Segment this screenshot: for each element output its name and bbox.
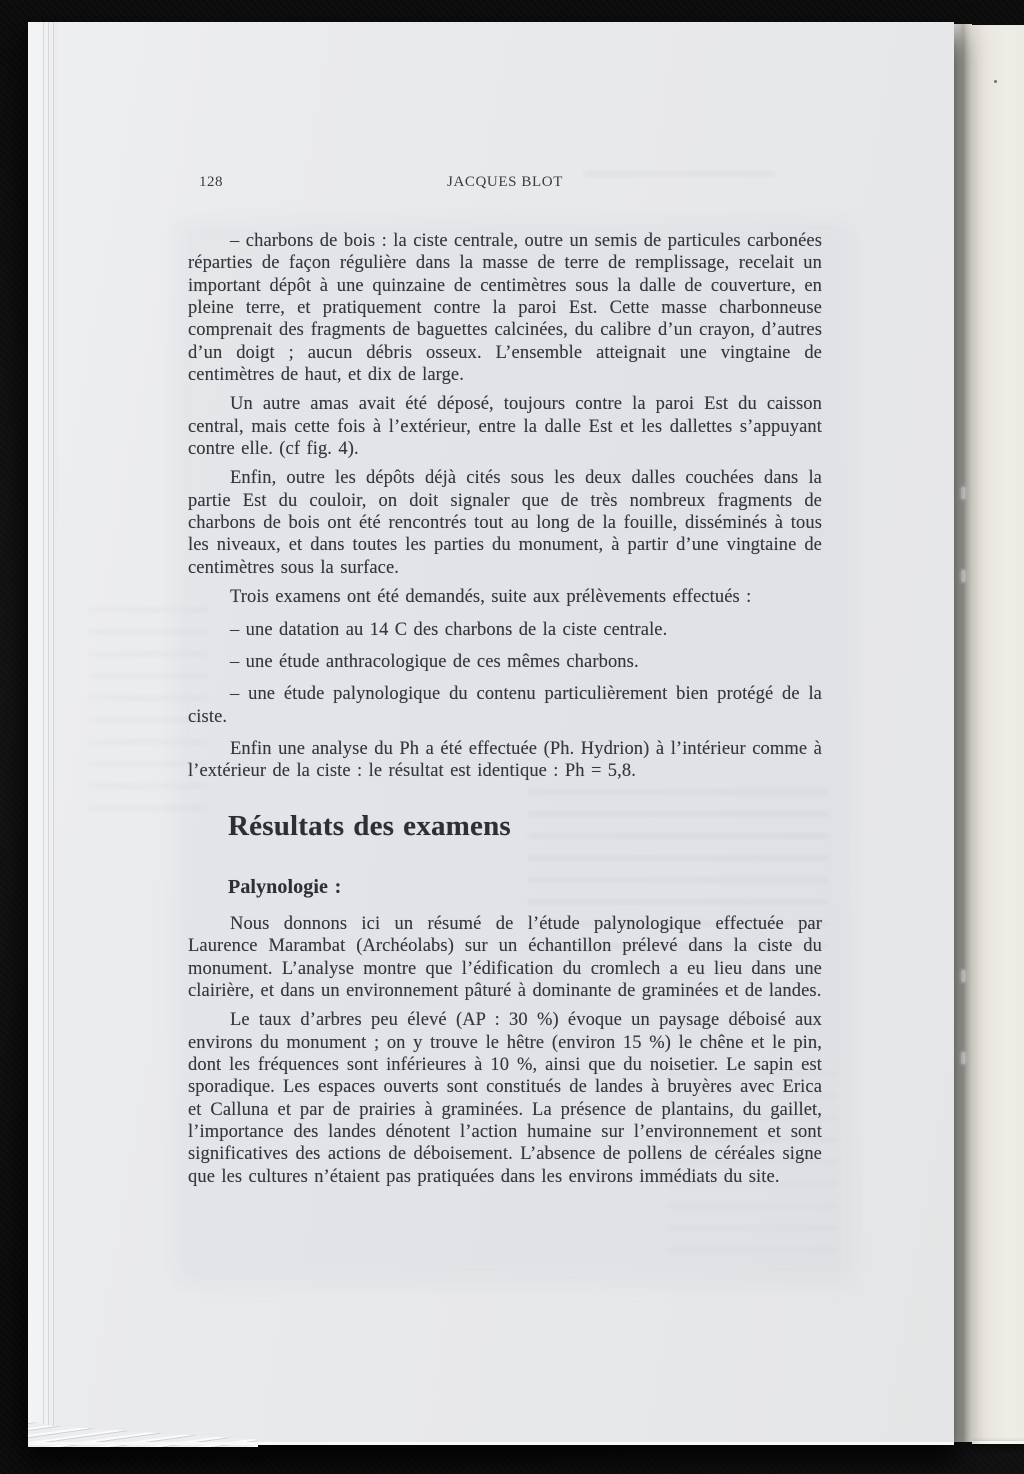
- book-gutter: [954, 24, 972, 1442]
- paragraph-nous-donnons: Nous donnons ici un résumé de l’étude palynologique effectuée par Laurence Marambat (Archéolabs) sur un échantillon prélevé dans la ciste du monument. L’analyse montre que l’édification du cromlech a eu lieu dans une clairière, et dans un environnement pâturé à dominante de graminées et de landes.: [188, 913, 822, 1001]
- paragraph-enfin-depots: Enfin, outre les dépôts déjà cités sous les deux dalles couchées dans la partie Est du couloir, on doit signaler que de très nombreux fragments de charbons de bois ont été rencontrés tout au long de la fouille, disséminés à tous les niveaux, et dans toutes les parties du monument, à partir d’une vingtaine de centimètres sous la surface.: [188, 468, 822, 578]
- page-stack-fan: [28, 1421, 258, 1447]
- list-item-datation: – une datation au 14 C des charbons de la ciste centrale.: [230, 619, 668, 640]
- running-header: [188, 174, 822, 194]
- dust-speck: [994, 80, 997, 83]
- list-item-anthracologique: – une étude anthracologique de ces mêmes charbons.: [230, 651, 639, 672]
- binding-stitch: [961, 970, 965, 982]
- running-header-title: JACQUES BLOT: [447, 174, 563, 190]
- section-heading-resultats: Résultats des examens: [228, 809, 511, 842]
- binding-stitch: [961, 487, 965, 499]
- paragraph-trois-examens: Trois examens ont été demandés, suite aux prélèvements effectués :: [230, 587, 752, 608]
- paragraph-taux-arbres: Le taux d’arbres peu élevé (AP : 30 %) évoque un paysage déboisé aux environs du monument ; on y trouve le hêtre (environ 15 %) le chêne et le pin, dont les fréquences sont inférieures à 10 %, ainsi que du noisetier. Le sapin est sporadique. Les espaces ouverts sont constitués de landes à bruyères avec Erica et Calluna et par de prairies à graminées. La présence de plantains, du gaillet, l’importance des landes dénotent l’action humaine sur l’environnement et sont significatives des actions de déboisement. L’absence de pollens de céréales signe que les cultures n’étaient pas pratiquées dans les environs immédiats du site.: [188, 1010, 822, 1187]
- binding-stitch: [961, 570, 965, 582]
- list-item-palynologique: – une étude palynologique du contenu particulièrement bien protégé de la ciste.: [188, 684, 822, 727]
- book-page: [28, 22, 954, 1443]
- paragraph-autre-amas: Un autre amas avait été déposé, toujours contre la paroi Est du caisson central, mais cette fois à l’extérieur, entre la dalle Est et les dallettes s’appuyant contre elle. (cf fig. 4).: [188, 394, 822, 460]
- binding-stitch: [961, 1052, 965, 1064]
- subsection-heading-palynologie: Palynologie :: [228, 875, 342, 898]
- page-text-block: [188, 230, 822, 1195]
- page-number: 128: [199, 174, 223, 190]
- paragraph-analyse-ph: Enfin une analyse du Ph a été effectuée (Ph. Hydrion) à l’intérieur comme à l’extérieur de la ciste : le résultat est identique : Ph = 5,8.: [188, 738, 822, 782]
- facing-page-edge: [972, 25, 1024, 1442]
- page-stack-edge-lines: [41, 22, 56, 1443]
- paragraph-charbons: – charbons de bois : la ciste centrale, outre un semis de particules carbonées réparties de façon régulière dans la masse de terre de remplissage, recelait un important dépôt à une quinzaine de centimètres sous la dalle de couverture, en pleine terre, et pratiquement contre la paroi Est. Cette masse charbonneuse comprenait des fragments de baguettes calcinées, du calibre d’un crayon, d’autres d’un doigt ; aucun débris osseux. L’ensemble atteignait une vingtaine de centimètres de haut, et dix de large.: [188, 231, 822, 386]
